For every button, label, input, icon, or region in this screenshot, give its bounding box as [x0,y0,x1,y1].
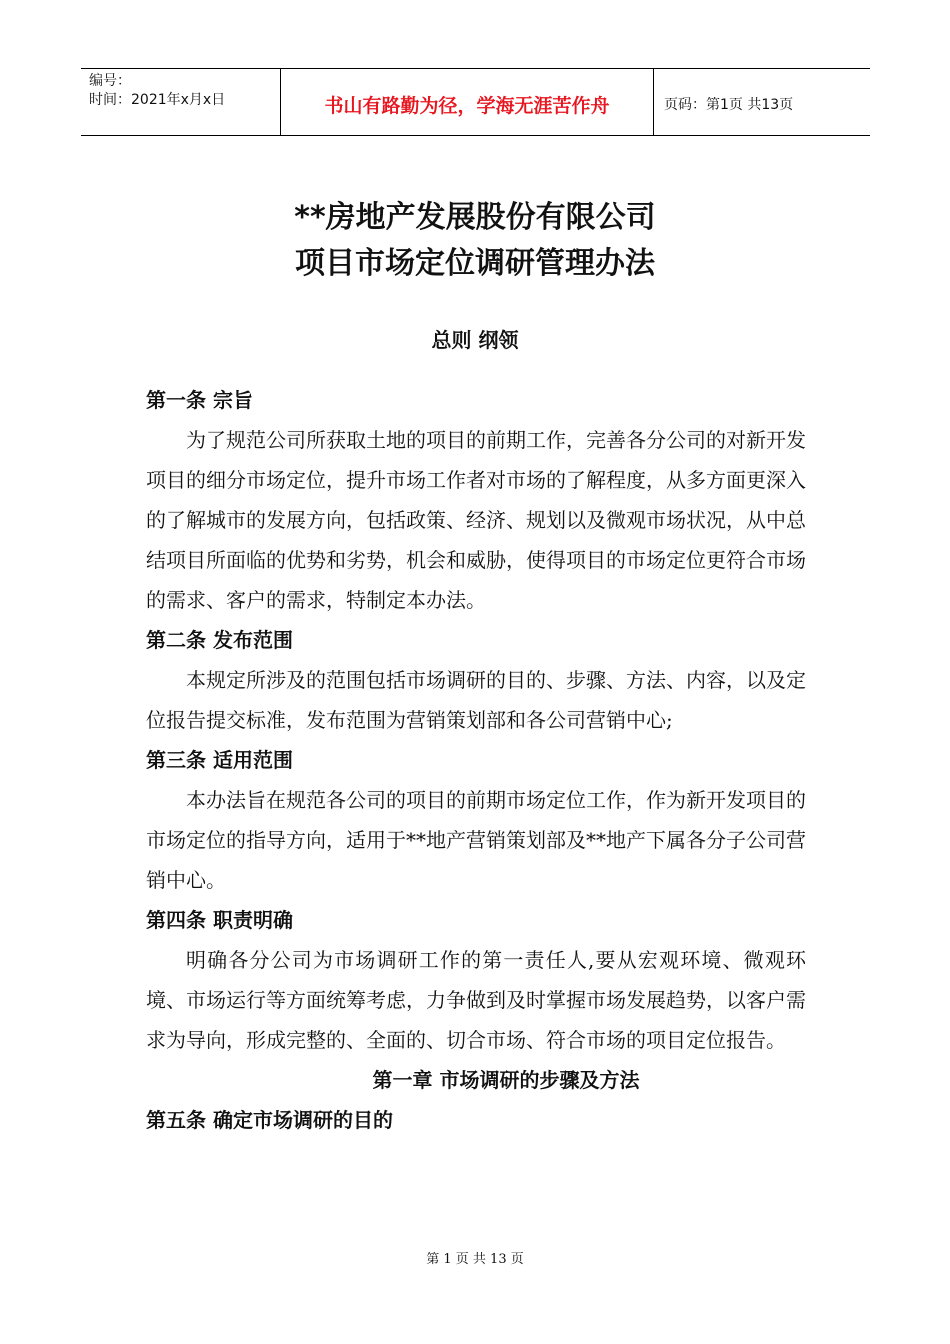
header-page-info: 页码：第1页 共13页 [664,97,794,113]
document-title-line2: 项目市场定位调研管理办法 [295,246,655,281]
document-time: 时间：2021年x月x日 [89,92,226,108]
chapter-1-heading: 第一章 市场调研的步骤及方法 [372,1068,640,1092]
article-3-heading: 第三条 适用范围 [146,748,293,772]
article-3-body: 本办法旨在规范各公司的项目的前期市场定位工作，作为新开发项目的市场定位的指导方向，适用于**地产营销策划部及**地产下属各分子公司营销中心。 [146,788,806,892]
article-5-heading: 第五条 确定市场调研的目的 [146,1108,393,1132]
document-number-label: 编号： [89,73,131,89]
article-2-body: 本规定所涉及的范围包括市场调研的目的、步骤、方法、内容，以及定位报告提交标准，发布范围为营销策划部和各公司营销中心; [146,668,806,732]
article-2-heading: 第二条 发布范围 [146,628,293,652]
document-header [81,68,870,136]
article-1-body: 为了规范公司所获取土地的项目的前期工作，完善各分公司的对新开发项目的细分市场定位，提升市场工作者对市场的了解程度，从多方面更深入的了解城市的发展方向，包括政策、经济、规划以及微观市场状况，从中总结项目所面临的优势和劣势，机会和威胁，使得项目的市场定位更符合市场的需求、客户的需求，特制定本办法。 [146,428,806,612]
section-heading: 总则 纲领 [431,328,519,352]
document-title-line1: **房地产发展股份有限公司 [294,200,656,235]
page-footer: 第 1 页 共 13 页 [426,1252,524,1267]
article-4-body: 明确各分公司为市场调研工作的第一责任人,要从宏观环境、微观环境、市场运行等方面统筹考虑，力争做到及时掌握市场发展趋势，以客户需求为导向，形成完整的、全面的、切合市场、符合市场的项目定位报告。 [146,948,806,1052]
document-body [146,380,806,1140]
header-meta [81,69,281,135]
header-motto: 书山有路勤为径，学海无涯苦作舟 [281,69,654,135]
article-4-heading: 第四条 职责明确 [146,908,293,932]
article-1-heading: 第一条 宗旨 [146,388,253,412]
